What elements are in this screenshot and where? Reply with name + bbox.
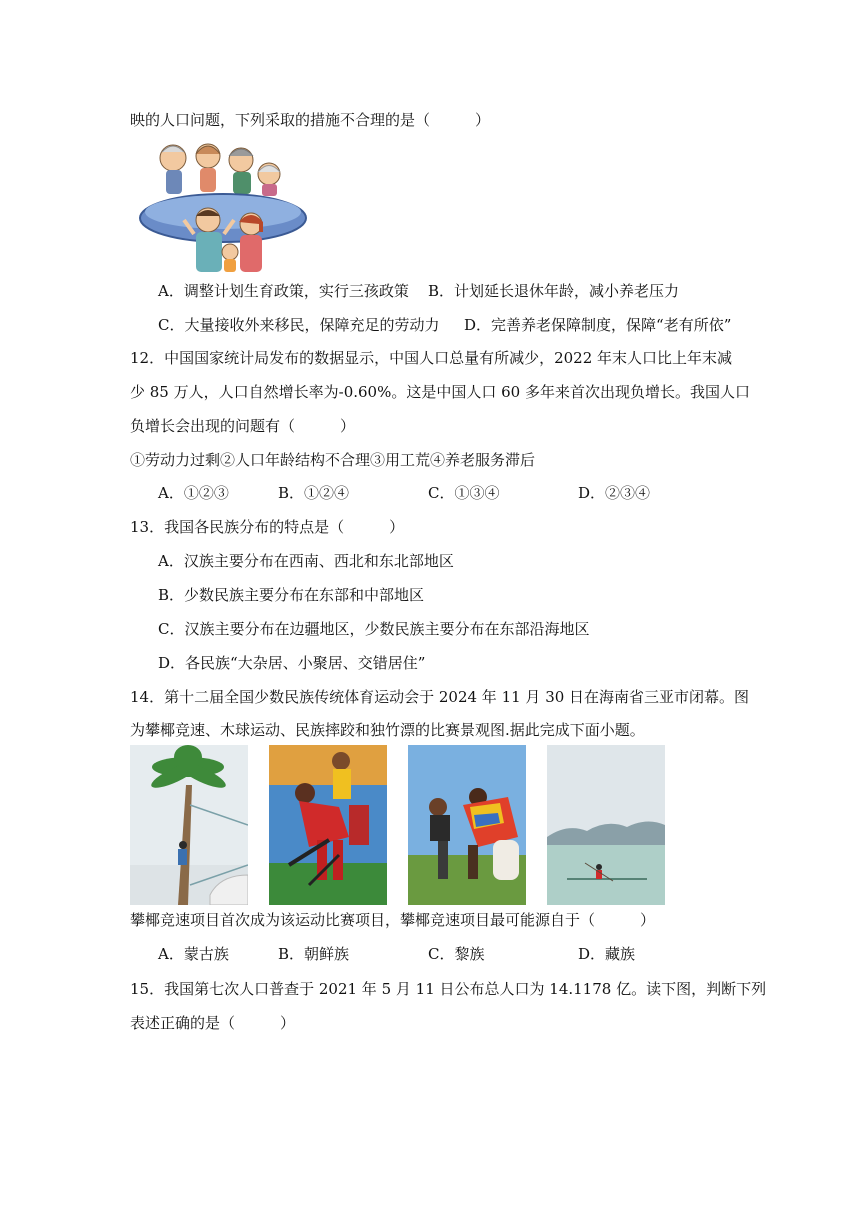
q13-option-b: B．少数民族主要分布在东部和中部地区 (158, 586, 425, 604)
q13-option-c: C．汉族主要分布在边疆地区，少数民族主要分布在东部沿海地区 (158, 620, 590, 638)
q11-option-d: D．完善养老保障制度，保障“老有所依” (464, 316, 732, 334)
q12-statements: ①劳动力过剩②人口年龄结构不合理③用工荒④养老服务滞后 (130, 451, 536, 469)
wooden-ball-photo (269, 745, 387, 905)
q12-option-a: A．①②③ (158, 484, 229, 502)
q14-stem-line-1: 14．第十二届全国少数民族传统体育运动会于 2024 年 11 月 30 日在海南省三亚市闭幕。图 (130, 688, 750, 706)
q14-option-d: D．藏族 (578, 945, 636, 963)
q14-option-c: C．黎族 (428, 945, 485, 963)
q14-option-b: B．朝鲜族 (278, 945, 350, 963)
elderly-figures (160, 144, 280, 196)
q11-stem-tail: 映的人口问题，下列采取的措施不合理的是（ ） (130, 111, 491, 129)
coconut-climbing-photo (130, 745, 248, 905)
q13-option-d: D．各民族“大杂居、小聚居、交错居住” (158, 654, 426, 672)
q13-stem: 13．我国各民族分布的特点是（ ） (130, 518, 405, 536)
q15-stem-line-2: 表述正确的是（ ） (130, 1014, 296, 1032)
q15-stem-line-1: 15．我国第七次人口普查于 2021 年 5 月 11 日公布总人口为 14.1178 亿。读下图，判断下列 (130, 980, 767, 998)
q14-option-a: A．蒙古族 (158, 945, 229, 963)
q12-stem-line-3: 负增长会出现的问题有（ ） (130, 417, 356, 435)
q12-stem-line-1: 12．中国国家统计局发布的数据显示，中国人口总量有所减少，2022 年末人口比上年末减 (130, 349, 733, 367)
aging-burden-cartoon (138, 140, 308, 272)
q14-stem-line-2: 为攀椰竞速、木球运动、民族摔跤和独竹漂的比赛景观图.据此完成下面小题。 (130, 721, 645, 739)
q12-option-b: B．①②④ (278, 484, 350, 502)
q12-option-d: D．②③④ (578, 484, 651, 502)
q12-option-c: C．①③④ (428, 484, 500, 502)
q11-option-c: C．大量接收外来移民，保障充足的劳动力 (158, 316, 440, 334)
q14-sub-stem: 攀椰竞速项目首次成为该运动比赛项目，攀椰竞速项目最可能源自于（ ） (130, 911, 656, 929)
wrestling-photo (408, 745, 526, 905)
q11-option-b: B．计划延长退休年龄，减小养老压力 (428, 282, 680, 300)
q13-option-a: A．汉族主要分布在西南、西北和东北部地区 (158, 552, 454, 570)
bamboo-drifting-photo (547, 745, 665, 905)
q11-option-a: A．调整计划生育政策，实行三孩政策 (158, 282, 409, 300)
q12-stem-line-2: 少 85 万人，人口自然增长率为-0.60%。这是中国人口 60 多年来首次出现负增长。我国人口 (130, 383, 750, 401)
